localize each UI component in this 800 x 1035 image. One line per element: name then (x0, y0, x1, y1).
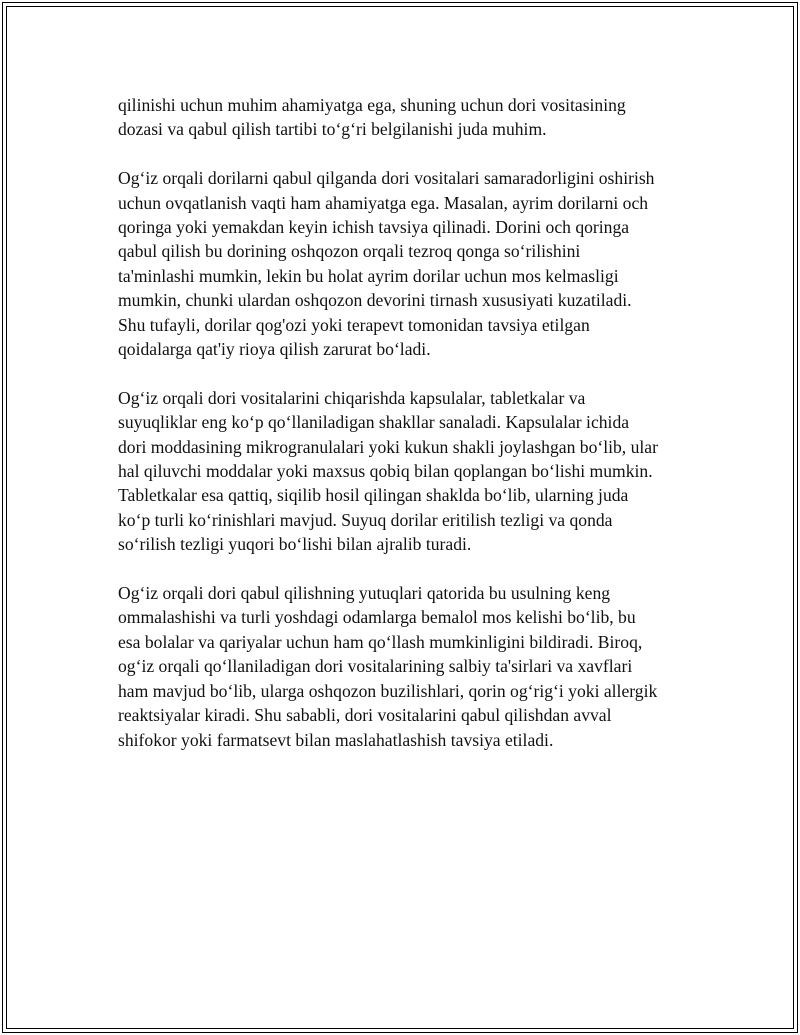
paragraph-4: Og‘iz orqali dori qabul qilishning yutuqlari qatorida bu usulning keng ommalashishi va turli yoshdagi odamlarga bemalol mos kelishi bo‘lib, bu esa bolalar va qariyalar uchun ham qo‘llash mumkinligini bildiradi. Biroq, og‘iz orqali qo‘llaniladigan dori vositalarining salbiy ta'sirlari va xavflari ham mavjud bo‘lib, ularga oshqozon buzilishlari, qorin og‘rig‘i yoki allergik reaktsiyalar kiradi. Shu sababli, dori vositalarini qabul qilishdan avval shifokor yoki farmatsevt bilan maslahatlashish tavsiya etiladi. (118, 583, 658, 750)
document-body (118, 93, 698, 776)
paragraph-3: Og‘iz orqali dori vositalarini chiqarishda kapsulalar, tabletkalar va suyuqliklar eng ko‘p qo‘llaniladigan shakllar sanaladi. Kapsulalar ichida dori moddasining mikrogranulalari yoki kukun shakli joylashgan bo‘lib, ular hal qiluvchi moddalar yoki maxsus qobiq bilan qoplangan bo‘lishi mumkin. Tabletkalar esa qattiq, siqilib hosil qilingan shaklda bo‘lib, ularning juda ko‘p turli ko‘rinishlari mavjud. Suyuq dorilar eritilish tezligi va qonda so‘rilish tezligi yuqori bo‘lishi bilan ajralib turadi. (118, 387, 658, 555)
paragraph-1: qilinishi uchun muhim ahamiyatga ega, shuning uchun dori vositasining dozasi va qabul qilish tartibi to‘g‘ri belgilanishi juda muhim. (118, 95, 626, 140)
paragraph-2: Og‘iz orqali dorilarni qabul qilganda dori vositalari samaradorligini oshirish uchun ovqatlanish vaqti ham ahamiyatga ega. Masalan, ayrim dorilarni och qoringa yoki yemakdan keyin ichish tavsiya qilinadi. Dorini och qoringa qabul qilish bu dorining oshqozon orqali tezroq qonga so‘rilishini ta'minlashi mumkin, lekin bu holat ayrim dorilar uchun mos kelmasligi mumkin, chunki ulardan oshqozon devorini tirnash xususiyati kuzatiladi. Shu tufayli, dorilar qog'ozi yoki terapevt tomonidan tavsiya etilgan qoidalarga qat'iy rioya qilish zarurat bo‘ladi. (118, 168, 655, 360)
